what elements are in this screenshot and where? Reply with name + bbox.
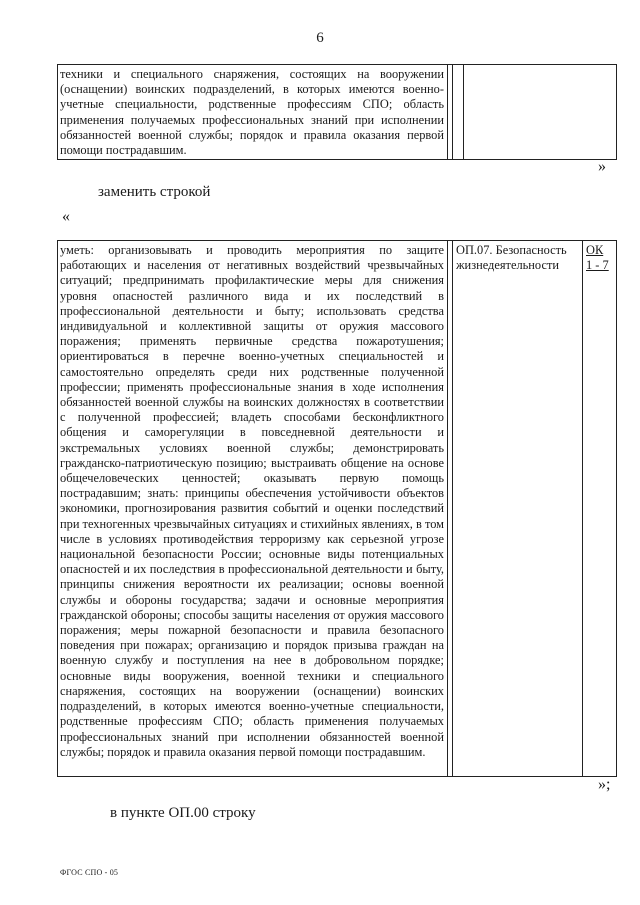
replace-instruction: заменить строкой: [98, 184, 211, 200]
main-table: [57, 240, 617, 777]
footer-code: ФГОС СПО - 05: [60, 868, 119, 877]
page-number: 6: [316, 30, 324, 46]
closing-quote-main: »;: [598, 776, 611, 793]
discipline-name: ОП.07. Безопасность жизнедеятельности: [456, 243, 567, 273]
main-table-divider-3: [582, 241, 583, 776]
top-table-divider-3: [463, 65, 464, 159]
main-table-text: уметь: организовывать и проводить мероприятия по защите работающих и населения от негативных воздействий чрезвычайных ситуаций; предпринимать профилактические меры для снижения уровня опасностей различного вида и их последствий в профессиональной деятельности и быту; использовать средства индивидуальной и коллективной защиты от оружия массового поражения; применять первичные средства пожаротушения; ориентироваться в перечне военно-учетных специальностей и самостоятельно определять среди них родственные полученной профессии; применять профессиональные знания в ходе исполнения обязанностей военной службы на воинских должностях в соответствии с полученной профессией; владеть способами бесконфликтного общения и саморегуляции в повседневной деятельности и экстремальных условиях военной службы; демонстрировать гражданско-патриотическую позицию; выстраивать общение на основе общечеловеческих ценностей; оказывать первую помощь пострадавшим; знать: принципы обеспечения устойчивости объектов экономики, прогнозирования развития событий и оценки последствий при техногенных чрезвычайных ситуациях и стихийных явлениях, в том числе в условиях противодействия терроризму как серьезной угрозе национальной безопасности России; основные виды потенциальных опасностей и их последствия в профессиональной деятельности и быту, принципы снижения вероятности их реализации; основы военной службы и обороны государства; задачи и основные мероприятия гражданской обороны; способы защиты населения от оружия массового поражения; меры пожарной безопасности и правила безопасного поведения при пожарах; организацию и порядок призыва граждан на военную службу и поступления на нее в добровольном порядке; основные виды вооружения, военной техники и специального снаряжения, состоящих на вооружении (оснащении) воинских подразделений, в которых имеются военно-учетные специальности, родственные профессиям СПО; область применения получаемых профессиональных знаний при исполнении обязанностей военной службы; порядок и правила оказания первой помощи пострадавшим.: [60, 243, 444, 759]
op00-instruction: в пункте ОП.00 строку: [110, 805, 256, 821]
opening-quote: «: [62, 208, 70, 225]
competence-code-1: ОК: [586, 243, 604, 257]
competence-code-2: 1 - 7: [586, 258, 609, 272]
main-table-divider-2: [452, 241, 453, 776]
top-table-divider-1: [447, 65, 448, 159]
top-table-text: техники и специального снаряжения, состоящих на вооружении (оснащении) воинских подразделений, в которых имеются военно-учетные специальности, родственные профессиям СПО; область применения получаемых профессиональных знаний при исполнении обязанностей военной службы; порядок и правила оказания первой помощи пострадавшим.: [60, 67, 444, 158]
top-table-divider-2: [452, 65, 453, 159]
top-table: [57, 64, 617, 160]
main-table-divider-1: [447, 241, 448, 776]
closing-quote-top: »: [598, 158, 606, 175]
